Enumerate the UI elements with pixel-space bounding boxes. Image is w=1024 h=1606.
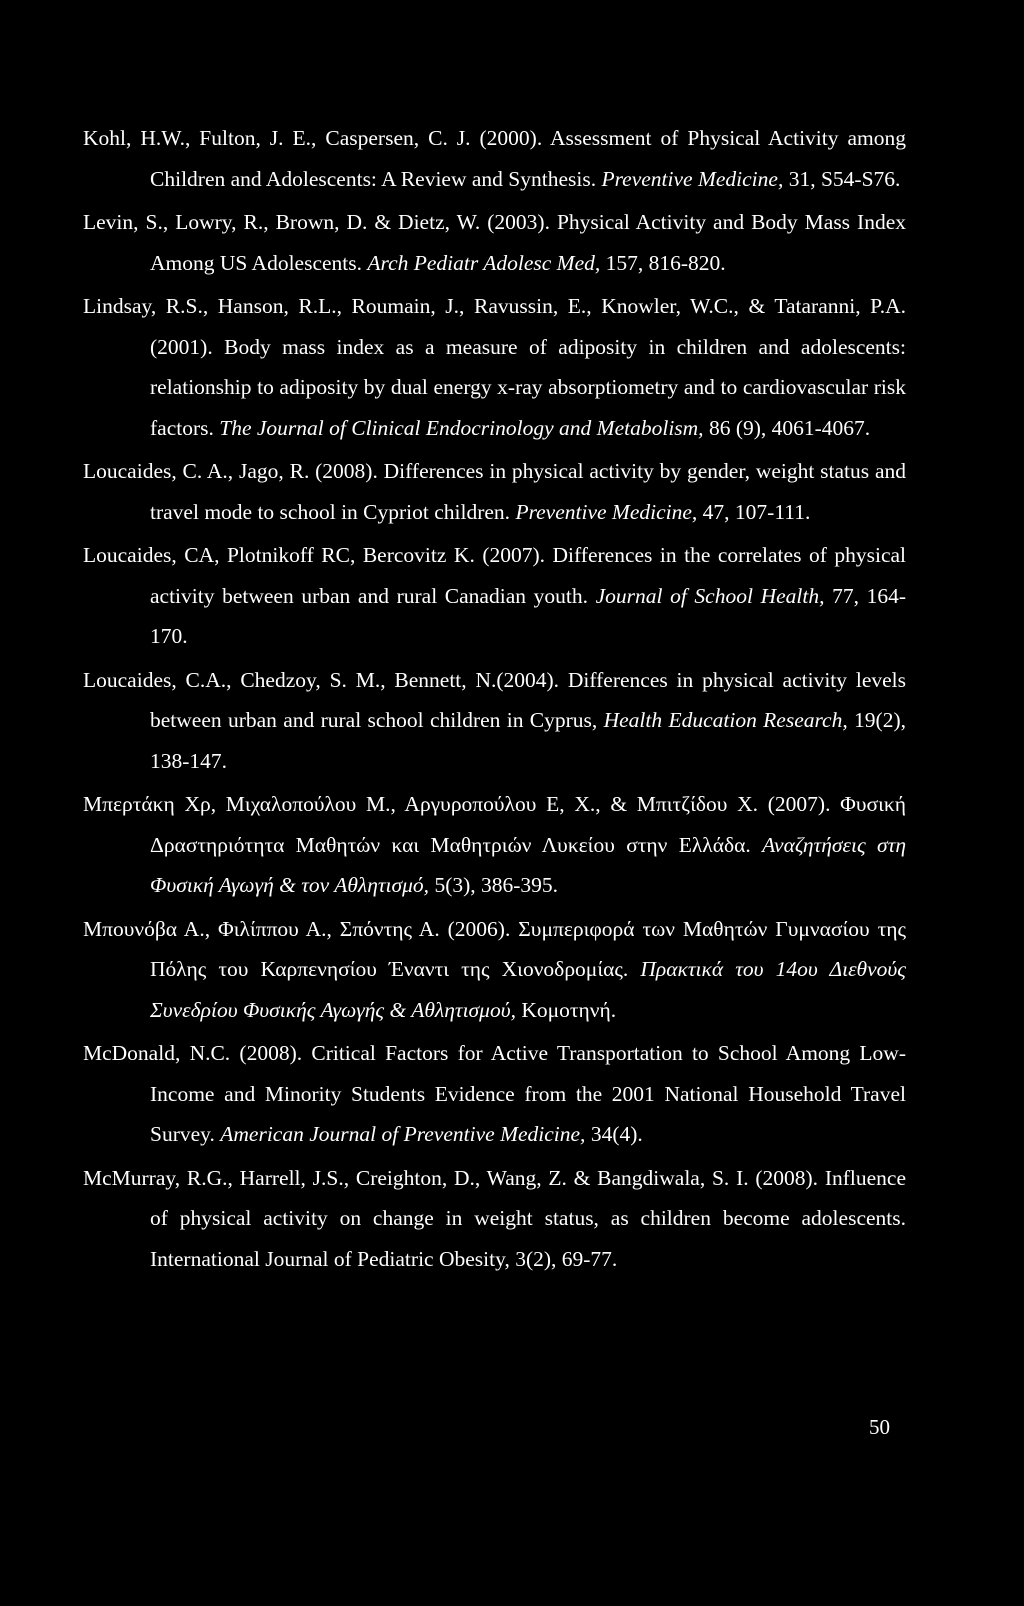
reference-entry (83, 535, 906, 657)
reference-list (83, 118, 906, 1282)
reference-source-italic: Arch Pediatr Adolesc Med, (367, 250, 601, 275)
reference-source-italic: Πρακτικά του 14ου Διεθνούς Συνεδρίου Φυσικής Αγωγής & Αθλητισμού, (150, 957, 906, 1022)
reference-text: Loucaides, C. A., Jago, R. (2008). Differences in physical activity by gender, weight status and travel mode to school in Cypriot children. (83, 459, 906, 524)
reference-entry (83, 660, 906, 782)
reference-entry (83, 784, 906, 906)
reference-entry (83, 1033, 906, 1155)
reference-details: 77, 164-170. (150, 583, 906, 648)
reference-source-italic: The Journal of Clinical Endocrinology and Metabolism, (219, 415, 704, 440)
reference-text: Μπουνόβα Α., Φιλίππου Α., Σπόντης Α. (2006). Συμπεριφορά των Μαθητών Γυμνασίου της Πόλης του Καρπενησίου Έναντι της Χιονοδρομίας. (83, 916, 906, 981)
reference-text: Loucaides, C.A., Chedzoy, S. M., Bennett, N.(2004). Differences in physical activity levels between urban and rural school children in Cyprus, (83, 667, 906, 732)
reference-source-italic: American Journal of Preventive Medicine, (220, 1122, 586, 1146)
reference-details: 31, S54-S76. (783, 166, 901, 191)
reference-details: Κομοτηνή. (515, 997, 617, 1022)
reference-details: 157, 816-820. (600, 250, 726, 275)
reference-source-italic: Αναζητήσεις στη Φυσική Αγωγή & τον Αθλητισμό, (150, 832, 906, 897)
reference-details: 86 (9), 4061-4067. (703, 415, 871, 440)
reference-details: 5(3), 386-395. (429, 873, 559, 897)
reference-text: McMurray, R.G., Harrell, J.S., Creighton, D., Wang, Z. & Bangdiwala, S. I. (2008). Influence of physical activity on change in weight status, as children become adolescents. International Journal of Pediatric Obesity, 3(2), 69-77. (83, 1165, 906, 1271)
reference-source-italic: Health Education Research, (603, 708, 848, 732)
reference-text: McDonald, N.C. (2008). Critical Factors for Active Transportation to School Among Low-Income and Minority Students Evidence from the 2001 National Household Travel Survey. (83, 1041, 906, 1146)
reference-entry (83, 451, 906, 532)
reference-text: Kohl, H.W., Fulton, J. E., Caspersen, C. J. (2000). Assessment of Physical Activity among Children and Adolescents: A Review and Synthesis. (83, 126, 906, 191)
reference-entry (83, 1158, 906, 1280)
reference-details: 19(2), 138-147. (150, 708, 907, 773)
reference-entry (83, 909, 906, 1031)
reference-source-italic: Preventive Medicine, (515, 499, 698, 524)
reference-details: 34(4). (585, 1122, 643, 1146)
reference-entry (83, 202, 906, 283)
reference-text: Μπερτάκη Χρ, Μιχαλοπούλου Μ., Αργυροπούλου Ε, Χ., & Μπιτζίδου Χ. (2007). Φυσική Δραστηριότητα Μαθητών και Μαθητριών Λυκείου στην Ελλάδα. (83, 792, 906, 857)
reference-source-italic: Journal of School Health, (595, 583, 825, 608)
reference-entry (83, 118, 906, 199)
reference-entry (83, 286, 906, 448)
page-number: 50 (869, 1415, 890, 1439)
reference-details: 47, 107-111. (697, 499, 811, 524)
reference-source-italic: Preventive Medicine, (601, 166, 784, 191)
reference-text: Lindsay, R.S., Hanson, R.L., Roumain, J., Ravussin, E., Knowler, W.C., & Tataranni, P.A. (2001). Body mass index as a measure of adiposity in children and adolescents: relationship to adiposity by dual energy x-ray absorptiometry and to cardiovascular risk factors. (83, 294, 906, 440)
reference-text: Levin, S., Lowry, R., Brown, D. & Dietz, W. (2003). Physical Activity and Body Mass Index Among US Adolescents. (83, 210, 906, 275)
reference-text: Loucaides, CA, Plotnikoff RC, Bercovitz K. (2007). Differences in the correlates of physical activity between urban and rural Canadian youth. (83, 543, 906, 608)
